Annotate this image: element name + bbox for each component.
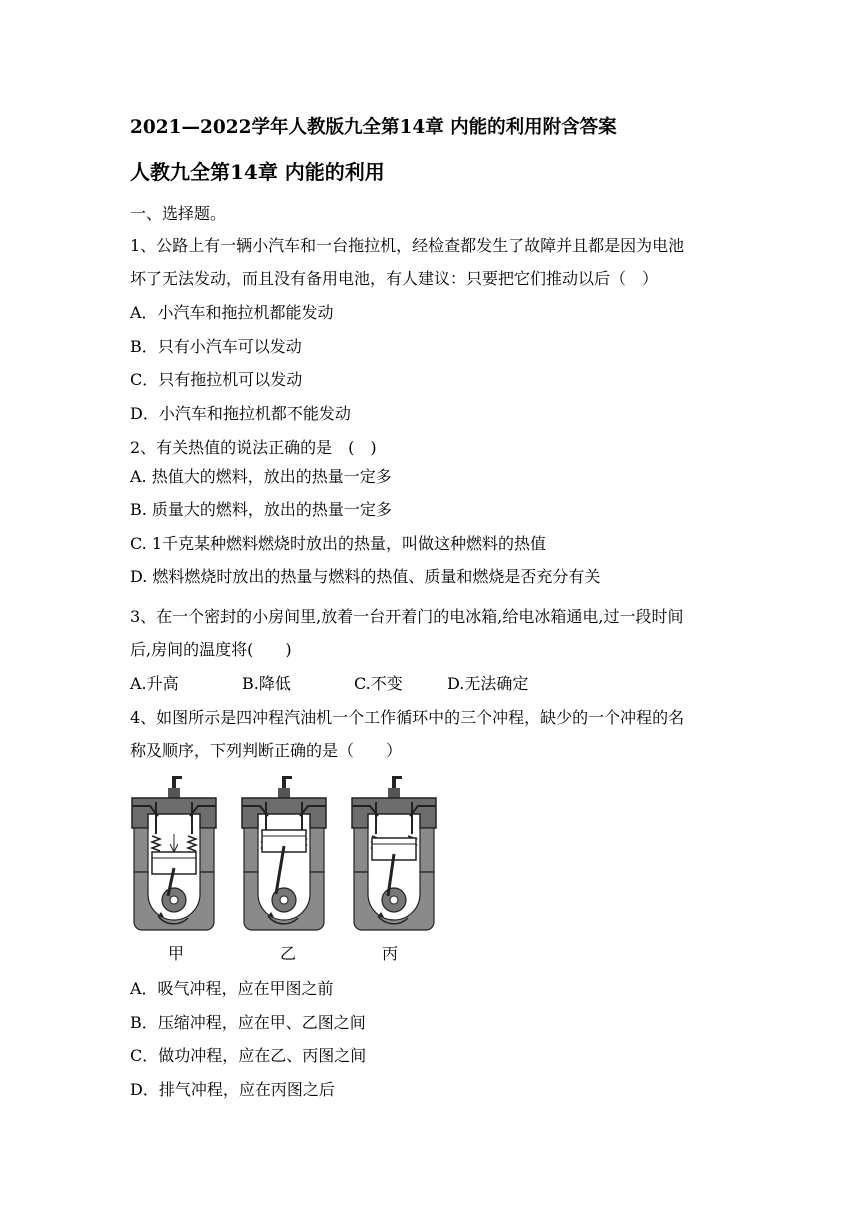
q3-option-c: C.不变 (354, 674, 403, 693)
q2-option-a: A. 热值大的燃料，放出的热量一定多 (130, 467, 392, 486)
figure-label-jia: 甲 (168, 944, 185, 963)
q3-option-d: D.无法确定 (447, 674, 529, 693)
q2-option-b: B. 质量大的燃料，放出的热量一定多 (130, 500, 392, 519)
q4-option-c: C．做功冲程，应在乙、丙图之间 (130, 1046, 367, 1065)
section-heading: 一、选择题。 (130, 204, 227, 223)
chapter-subtitle: 人教九全第14章 内能的利用 (130, 160, 385, 184)
figure-label-bing: 丙 (382, 944, 399, 963)
q1-option-d: D．小汽车和拖拉机都不能发动 (130, 404, 351, 423)
q3-option-b: B.降低 (242, 674, 291, 693)
q4-option-b: B．压缩冲程，应在甲、乙图之间 (130, 1013, 366, 1032)
q4-option-a: A．吸气冲程，应在甲图之前 (130, 979, 334, 998)
q4-option-d: D．排气冲程，应在丙图之后 (130, 1080, 335, 1099)
q2-option-d: D. 燃料燃烧时放出的热量与燃料的热值、质量和燃烧是否充分有关 (130, 567, 601, 586)
q4-stem-line1: 4、如图所示是四冲程汽油机一个工作循环中的三个冲程，缺少的一个冲程的名 (130, 708, 685, 727)
q1-option-c: C．只有拖拉机可以发动 (130, 370, 303, 389)
engine-diagram-bing (352, 776, 436, 930)
engine-diagram-jia (132, 776, 216, 930)
q4-stem-line2: 称及顺序，下列判断正确的是（ ） (130, 741, 403, 760)
q2-stem: 2、有关热值的说法正确的是 ( ) (130, 438, 377, 457)
figure-label-yi: 乙 (280, 944, 297, 963)
q1-option-a: A．小汽车和拖拉机都能发动 (130, 303, 334, 322)
engine-diagram-yi (242, 776, 326, 930)
engine-strokes-figure (128, 772, 440, 968)
q3-stem-line2: 后,房间的温度将( ) (130, 640, 292, 659)
q1-stem-line2: 坏了无法发动，而且没有备用电池，有人建议：只要把它们推动以后（ ） (130, 269, 659, 288)
q1-option-b: B．只有小汽车可以发动 (130, 337, 302, 356)
q1-stem-line1: 1、公路上有一辆小汽车和一台拖拉机，经检查都发生了故障并且都是因为电池 (130, 236, 685, 255)
q3-stem-line1: 3、在一个密封的小房间里,放着一台开着门的电冰箱,给电冰箱通电,过一段时间 (130, 607, 684, 626)
q2-option-c: C. 1千克某种燃料燃烧时放出的热量，叫做这种燃料的热值 (130, 534, 547, 553)
document-title: 2021—2022学年人教版九全第14章 内能的利用附含答案 (130, 117, 617, 138)
q3-option-a: A.升高 (130, 674, 179, 693)
